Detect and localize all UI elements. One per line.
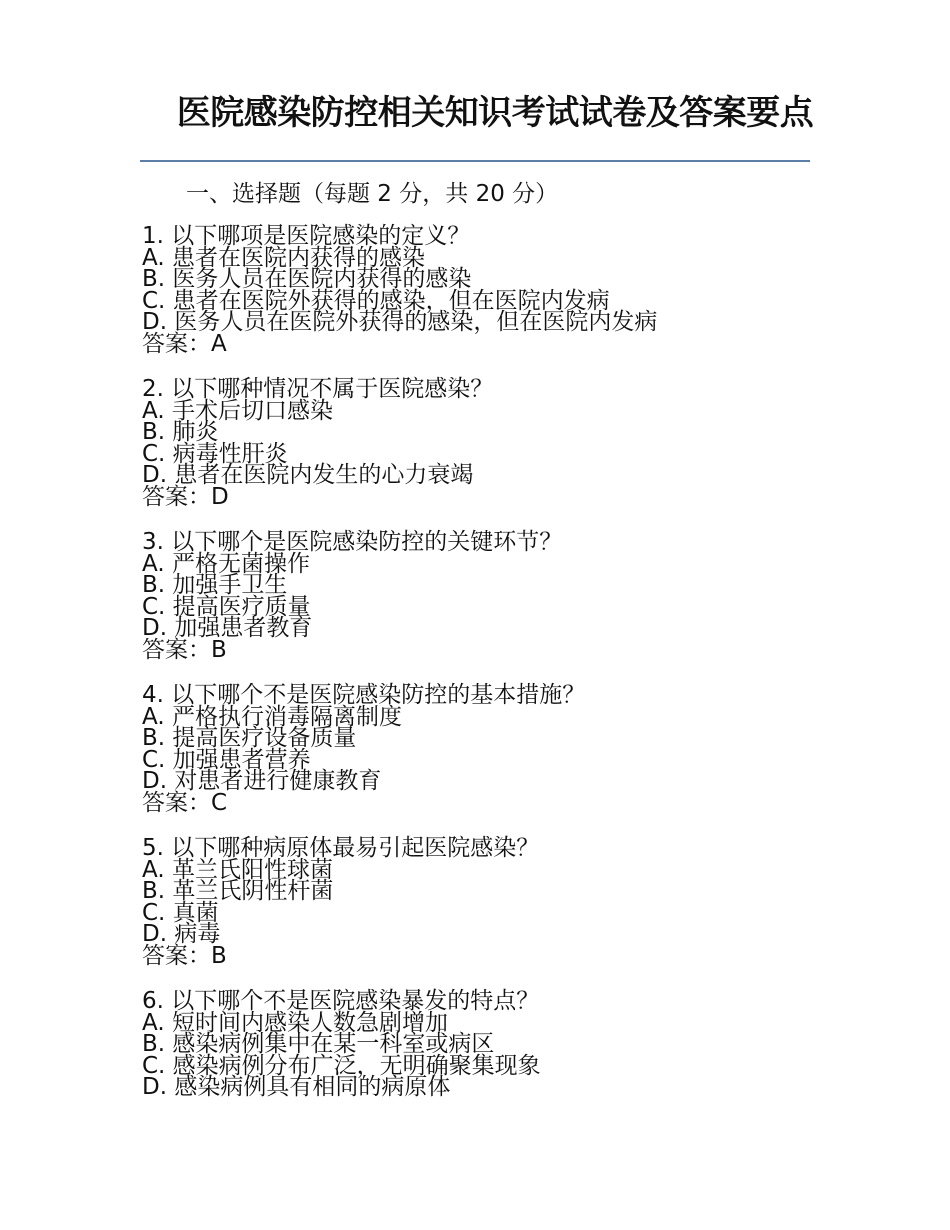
answer-text: 答案：D: [142, 483, 229, 510]
option-d: D. 感染病例具有相同的病原体: [142, 1074, 451, 1100]
question-text: 2. 以下哪种情况不属于医院感染？: [142, 376, 494, 402]
option-b: B. 感染病例集中在某一科室或病区: [142, 1031, 495, 1057]
option-c: C. 提高医疗质量: [142, 593, 311, 620]
question-text: 1. 以下哪项是医院感染的定义？: [142, 223, 471, 249]
answer-text: 答案：C: [142, 789, 228, 816]
option-b: B. 提高医疗设备质量: [142, 725, 357, 751]
question-text: 5. 以下哪种病原体最易引起医院感染？: [142, 835, 540, 861]
option-a: A. 短时间内感染人数急剧增加: [142, 1009, 448, 1036]
option-b: B. 加强手卫生: [142, 572, 288, 598]
option-d: D. 医务人员在医院外获得的感染，但在医院内发病: [142, 309, 658, 335]
question-text: 6. 以下哪个不是医院感染暴发的特点？: [142, 988, 540, 1014]
title-underline: [140, 160, 810, 162]
section-heading: 一、选择题（每题 2 分，共 20 分）: [186, 181, 559, 207]
question-6: [142, 988, 822, 1100]
answer-text: 答案：A: [142, 330, 227, 357]
question-4: [142, 682, 822, 816]
option-b: B. 革兰氏阴性杆菌: [142, 878, 334, 904]
question-text: 3. 以下哪个是医院感染防控的关键环节？: [142, 529, 563, 555]
option-d: D. 病毒: [142, 921, 221, 947]
option-d: D. 加强患者教育: [142, 615, 313, 641]
question-2: [142, 376, 822, 510]
question-5: [142, 835, 822, 969]
option-d: D. 对患者进行健康教育: [142, 768, 382, 794]
option-a: A. 患者在医院内获得的感染: [142, 244, 425, 271]
question-text: 4. 以下哪个不是医院感染防控的基本措施？: [142, 682, 586, 708]
option-a: A. 革兰氏阳性球菌: [142, 856, 333, 883]
answer-text: 答案：B: [142, 636, 227, 663]
option-c: C. 患者在医院外获得的感染，但在医院内发病: [142, 287, 610, 314]
option-a: A. 严格执行消毒隔离制度: [142, 703, 402, 730]
option-c: C. 加强患者营养: [142, 746, 311, 773]
option-a: A. 手术后切口感染: [142, 397, 333, 424]
question-list: [142, 223, 822, 1123]
option-a: A. 严格无菌操作: [142, 550, 310, 577]
option-c: C. 病毒性肝炎: [142, 440, 288, 467]
question-1: [142, 223, 822, 357]
answer-text: 答案：B: [142, 942, 227, 969]
option-c: C. 真菌: [142, 899, 219, 926]
document-title: 医院感染防控相关知识考试试卷及答案要点: [176, 93, 814, 133]
option-b: B. 医务人员在医院内获得的感染: [142, 266, 472, 292]
option-d: D. 患者在医院内发生的心力衰竭: [142, 462, 474, 488]
question-3: [142, 529, 822, 663]
option-b: B. 肺炎: [142, 419, 219, 445]
option-c: C. 感染病例分布广泛，无明确聚集现象: [142, 1052, 541, 1079]
